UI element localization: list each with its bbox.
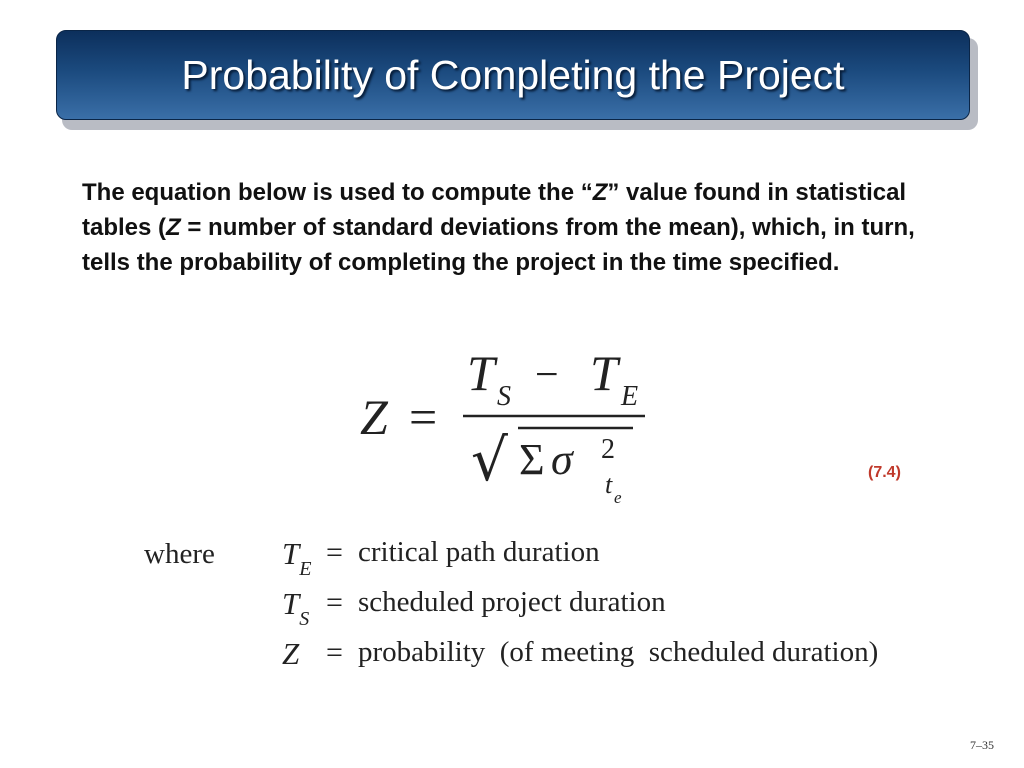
intro-z-2: Z bbox=[166, 214, 181, 241]
definition-equals: = bbox=[326, 636, 343, 669]
sum-symbol: Σ bbox=[519, 435, 545, 484]
sigma-symbol: σ bbox=[551, 435, 573, 484]
definition-text: scheduled project duration bbox=[358, 586, 666, 618]
definition-text: critical path duration bbox=[358, 536, 600, 568]
sigma-subscript-t: t bbox=[605, 470, 613, 499]
definition-text: probability (of meeting scheduled duration) bbox=[358, 636, 879, 668]
definition-equals: = bbox=[326, 536, 343, 569]
intro-z-1: Z bbox=[592, 179, 608, 206]
intro-text-2: ” value found in statistical tables ( bbox=[82, 179, 907, 241]
numerator-minus: − bbox=[535, 352, 559, 398]
formula-equals: = bbox=[409, 389, 438, 445]
numerator-t-e: T bbox=[590, 345, 618, 401]
sigma-subscript-e: e bbox=[614, 488, 622, 507]
intro-text-1: The equation below is used to compute the “ bbox=[82, 179, 593, 206]
sigma-exponent: 2 bbox=[601, 434, 615, 465]
page-number: 7–35 bbox=[970, 738, 994, 752]
intro-text-3: = number of standard deviations from the mean), which, in turn, tells the probability of completing the project in the time specified. bbox=[82, 214, 915, 276]
where-label: where bbox=[144, 538, 215, 570]
numerator-e-subscript: E bbox=[621, 381, 639, 412]
intro-paragraph bbox=[82, 175, 932, 280]
definition-equals: = bbox=[326, 586, 343, 619]
definition-symbol: $T_S$ bbox=[282, 586, 310, 630]
numerator-s-subscript: S bbox=[497, 381, 511, 412]
z-formula bbox=[355, 340, 655, 520]
definition-symbol: $T_E$ bbox=[282, 536, 312, 580]
definition-symbol: Z bbox=[282, 636, 300, 671]
equation-number: (7.4) bbox=[868, 464, 901, 481]
slide-title: Probability of Completing the Project bbox=[181, 51, 845, 98]
formula-lhs-z: Z bbox=[360, 389, 388, 445]
sqrt-symbol: √ bbox=[471, 426, 508, 494]
numerator-t-s: T bbox=[467, 345, 495, 401]
